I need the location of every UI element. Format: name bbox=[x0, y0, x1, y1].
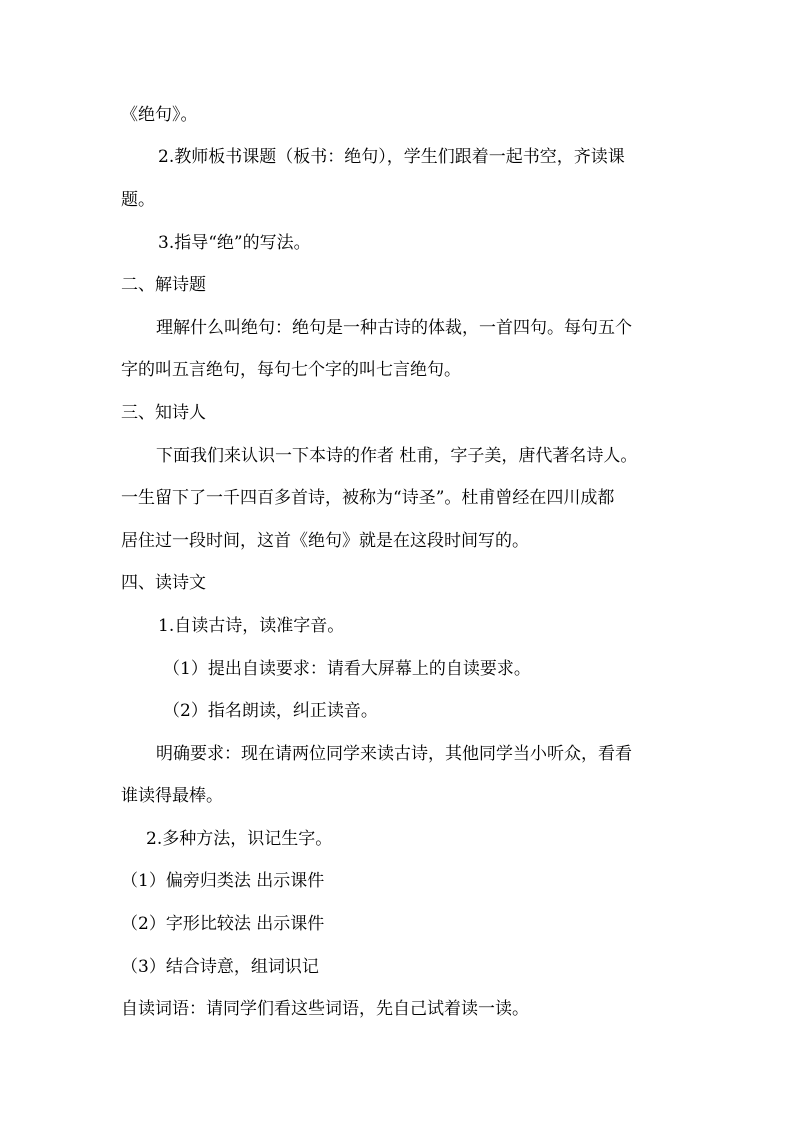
text-line-9: 下面我们来认识一下本诗的作者 杜甫，字子美，唐代著名诗人。 bbox=[156, 446, 638, 466]
text-line-16: 明确要求：现在请两位同学来读古诗，其他同学当小听众，看看 bbox=[156, 744, 632, 764]
text-line-1: 《绝句》。 bbox=[121, 105, 198, 125]
text-line-19: （1）偏旁归类法 出示课件 bbox=[121, 871, 325, 891]
text-line-6: 理解什么叫绝句：绝句是一种古诗的体裁，一首四句。每句五个 bbox=[156, 318, 632, 338]
text-line-13: 1.自读古诗，读准字音。 bbox=[158, 616, 345, 636]
text-line-21: （3）结合诗意，组词识记 bbox=[121, 957, 319, 977]
text-line-20: （2）字形比较法 出示课件 bbox=[121, 914, 325, 934]
text-line-17: 谁读得最棒。 bbox=[121, 786, 223, 806]
text-line-2: 2.教师板书课题（板书：绝句），学生们跟着一起书空，齐读课 bbox=[158, 147, 625, 167]
section-heading-2: 二、解诗题 bbox=[121, 275, 206, 295]
text-line-10: 一生留下了一千四百多首诗，被称为“诗圣”。杜甫曾经在四川成都 bbox=[121, 488, 615, 508]
section-heading-4: 四、读诗文 bbox=[121, 573, 206, 593]
text-line-14: （1）提出自读要求：请看大屏幕上的自读要求。 bbox=[163, 659, 531, 679]
text-line-11: 居住过一段时间，这首《绝句》就是在这段时间写的。 bbox=[121, 531, 529, 551]
section-heading-3: 三、知诗人 bbox=[121, 403, 206, 423]
text-line-22: 自读词语：请同学们看这些词语，先自己试着读一读。 bbox=[121, 999, 529, 1019]
text-line-18: 2.多种方法，识记生字。 bbox=[146, 829, 333, 849]
text-line-7: 字的叫五言绝句，每句七个字的叫七言绝句。 bbox=[121, 360, 461, 380]
text-line-15: （2）指名朗读，纠正读音。 bbox=[163, 701, 378, 721]
text-line-3: 题。 bbox=[121, 190, 155, 210]
text-line-4: 3.指导“绝”的写法。 bbox=[158, 233, 311, 253]
